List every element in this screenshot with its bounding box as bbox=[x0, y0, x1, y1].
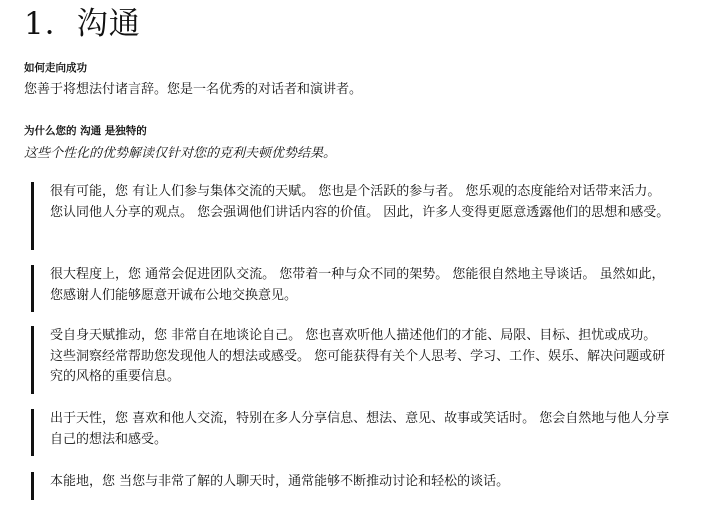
insight-block bbox=[31, 472, 671, 500]
section-title: 1．沟通 bbox=[24, 6, 141, 42]
insight-block bbox=[31, 182, 671, 250]
insight-block bbox=[31, 265, 671, 312]
how-to-succeed-heading: 如何走向成功 bbox=[24, 62, 87, 74]
why-unique-heading: 为什么您的 沟通 是独特的 bbox=[24, 125, 147, 137]
insight-block bbox=[31, 409, 671, 456]
why-unique-text: 这些个性化的优势解读仅针对您的克利夫顿优势结果。 bbox=[24, 146, 337, 161]
insight-text: 出于天性，您 喜欢和他人交流，特别在多人分享信息、想法、意见、故事或笑话时。 您会自然地与他人分享自己的想法和感受。 bbox=[50, 411, 670, 447]
insight-text: 本能地，您 当您与非常了解的人聊天时，通常能够不断推动讨论和轻松的谈话。 bbox=[50, 474, 510, 489]
how-to-succeed-text: 您善于将想法付诸言辞。您是一名优秀的对话者和演讲者。 bbox=[24, 82, 363, 97]
insight-block bbox=[31, 326, 671, 394]
insight-text: 受自身天赋推动，您 非常自在地谈论自己。 您也喜欢听他人描述他们的才能、局限、目标、担忧或成功。 这些洞察经常帮助您发现他人的想法或感受。 您可能获得有关个人思考、学习、工作、娱乐、解决问题或研究的风格的重要信息。 bbox=[50, 328, 666, 384]
insight-text: 很有可能，您 有让人们参与集体交流的天赋。 您也是个活跃的参与者。 您乐观的态度能给对话带来活力。 您认同他人分享的观点。 您会强调他们讲话内容的价值。 因此，许多人变得更愿意透露他们的思想和感受。 bbox=[50, 184, 670, 220]
insight-text: 很大程度上，您 通常会促进团队交流。 您带着一种与众不同的架势。 您能很自然地主导谈话。 虽然如此，您感谢人们能够愿意开诚布公地交换意见。 bbox=[50, 267, 665, 303]
